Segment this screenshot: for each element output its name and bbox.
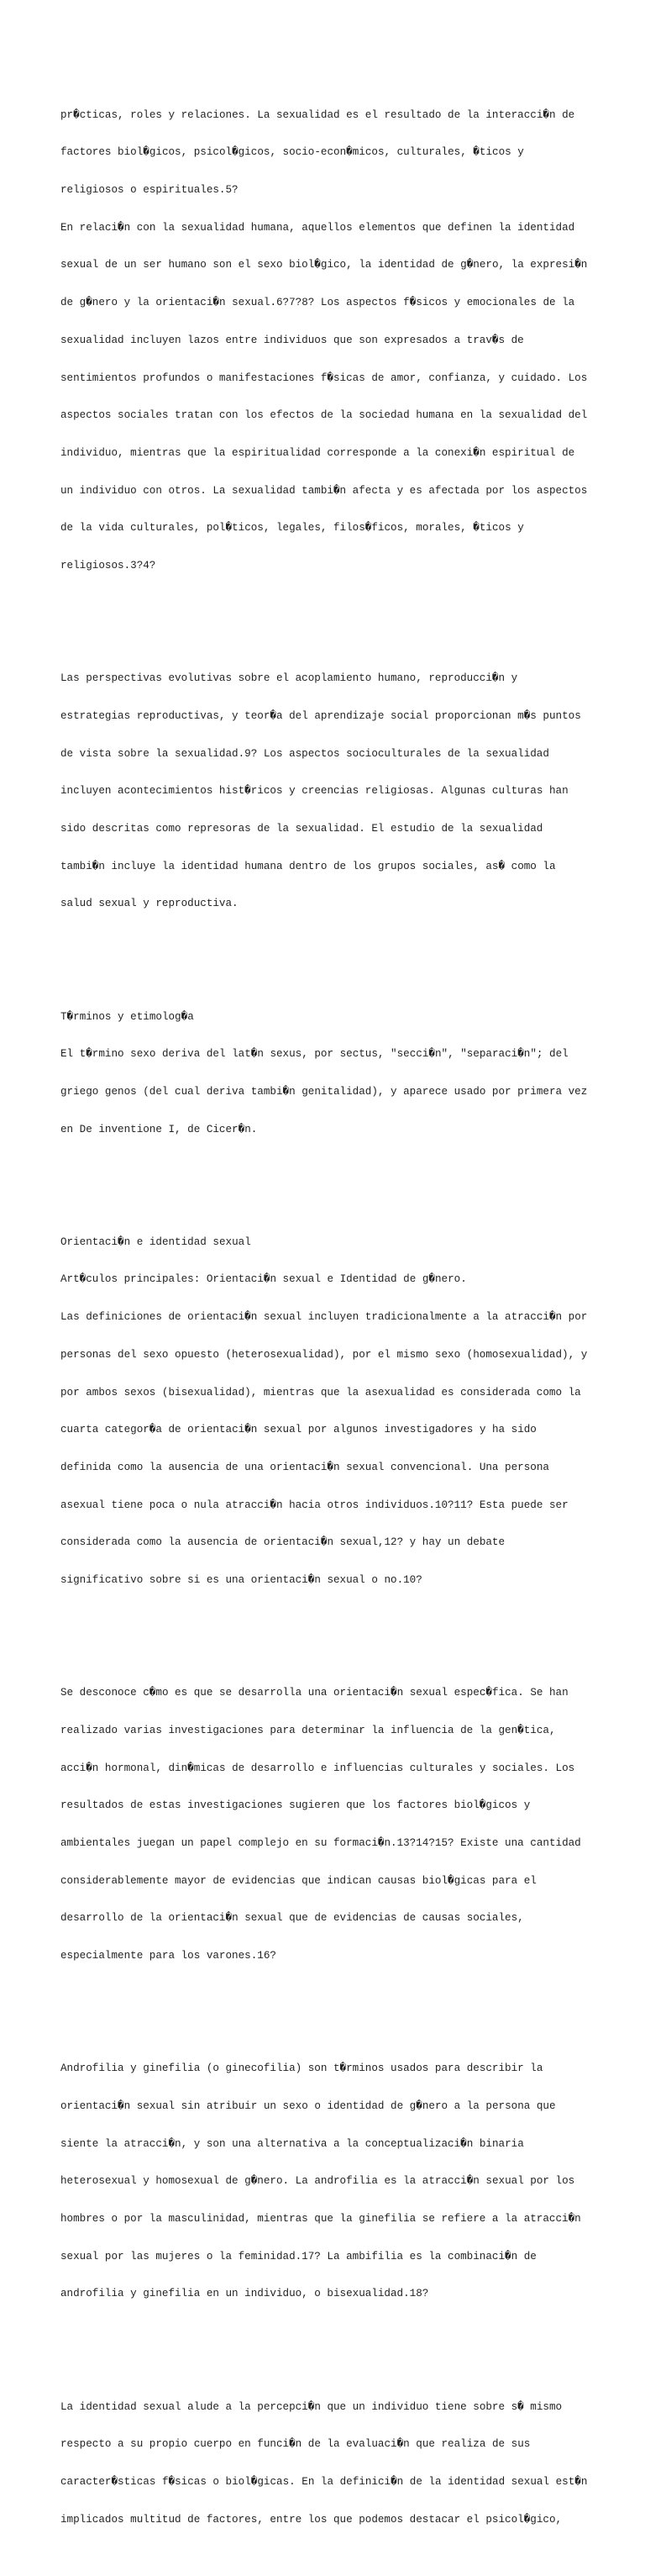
text-line: considerada como la ausencia de orientaci�n sexual,12? y hay un debate <box>60 1536 506 1549</box>
text-line: tambi�n incluye la identidad humana dentro de los grupos sociales, as� como la <box>60 860 556 872</box>
text-line: Las perspectivas evolutivas sobre el acoplamiento humano, reproducci�n y <box>60 672 518 685</box>
text-line: resultados de estas investigaciones sugieren que los factores biol�gicos y <box>60 1799 531 1812</box>
text-line: desarrollo de la orientaci�n sexual que de evidencias de causas sociales, <box>60 1912 524 1925</box>
text-line: pr�cticas, roles y relaciones. La sexualidad es el resultado de la interacci�n de <box>60 108 575 121</box>
text-line: definida como la ausencia de una orientaci�n sexual convencional. Una persona <box>60 1461 549 1473</box>
text-line: sentimientos profundos o manifestaciones f�sicas de amor, confianza, y cuidado. Los <box>60 371 588 384</box>
text-line: cuarta categor�a de orientaci�n sexual por algunos investigadores y ha sido <box>60 1424 537 1436</box>
text-line: salud sexual y reproductiva. <box>60 898 239 910</box>
text-line: significativo sobre si es una orientaci�n sexual o no.10? <box>60 1574 422 1587</box>
document-page <box>60 59 598 2576</box>
text-line: Se desconoce c�mo es que se desarrolla una orientaci�n sexual espec�fica. Se han <box>60 1687 569 1699</box>
text-line: sexual de un ser humano son el sexo biol�gico, la identidad de g�nero, la expresi�n <box>60 259 588 271</box>
text-line: especialmente para los varones.16? <box>60 1950 276 1962</box>
text-line: estrategias reproductivas, y teor�a del aprendizaje social proporcionan m�s puntos <box>60 709 581 722</box>
text-line: Las definiciones de orientaci�n sexual incluyen tradicionalmente a la atracci�n por <box>60 1311 588 1324</box>
text-line: religiosos.3?4? <box>60 560 156 572</box>
text-line: orientaci�n sexual sin atribuir un sexo o identidad de g�nero a la persona que <box>60 2099 556 2112</box>
text-line: sido descritas como represoras de la sexualidad. El estudio de la sexualidad <box>60 823 543 835</box>
text-line: un individuo con otros. La sexualidad tambi�n afecta y es afectada por los aspectos <box>60 484 588 497</box>
text-line: siente la atracci�n, y son una alternativa a la conceptualizaci�n binaria <box>60 2137 524 2150</box>
text-line: aspectos sociales tratan con los efectos de la sociedad humana en la sexualidad del <box>60 409 588 422</box>
text-line: en De inventione I, de Cicer�n. <box>60 1123 258 1135</box>
paragraph-terminos <box>60 986 598 1162</box>
section-heading: Orientaci�n e identidad sexual <box>60 1235 251 1248</box>
text-line: El t�rmino sexo deriva del lat�n sexus, por sectus, "secci�n", "separaci�n"; del <box>60 1048 569 1061</box>
text-line: incluyen acontecimientos hist�ricos y creencias religiosas. Algunas culturas han <box>60 785 569 798</box>
text-line: hombres o por la masculinidad, mientras que la ginefilia se refiere a la atracci�n <box>60 2213 581 2226</box>
text-line: androfilia y ginefilia en un individuo, o bisexualidad.18? <box>60 2288 429 2300</box>
text-line: sexualidad incluyen lazos entre individuos que son expresados a trav�s de <box>60 334 524 346</box>
text-line: acci�n hormonal, din�micas de desarrollo e influencias culturales y sociales. Los <box>60 1762 575 1774</box>
text-line: realizado varias investigaciones para determinar la influencia de la gen�tica, <box>60 1724 556 1736</box>
text-line: de la vida culturales, pol�ticos, legales, filos�ficos, morales, �ticos y <box>60 522 524 535</box>
text-line: factores biol�gicos, psicol�gicos, socio-econ�micos, culturales, �ticos y <box>60 146 524 159</box>
paragraph-desarrollo <box>60 1662 598 1987</box>
text-line: caracter�sticas f�sicas o biol�gicas. En la definici�n de la identidad sexual est�n <box>60 2476 588 2489</box>
text-line: sexual por las mujeres o la feminidad.17? La ambifilia es la combinaci�n de <box>60 2250 537 2263</box>
text-line: Androfilia y ginefilia (o ginecofilia) son t�rminos usados para describir la <box>60 2062 543 2075</box>
paragraph-perspectivas <box>60 647 598 935</box>
text-line: ambientales juegan un papel complejo en su formaci�n.13?14?15? Existe una cantidad <box>60 1837 581 1850</box>
text-line: griego genos (del cual deriva tambi�n genitalidad), y aparece usado por primera vez <box>60 1085 588 1098</box>
text-line: En relaci�n con la sexualidad humana, aquellos elementos que definen la identidad <box>60 221 575 234</box>
text-line: implicados multitud de factores, entre los que podemos destacar el psicol�gico, <box>60 2513 563 2526</box>
text-line: asexual tiene poca o nula atracci�n hacia otros individuos.10?11? Esta puede ser <box>60 1499 569 1511</box>
paragraph-sexualidad-intro <box>60 84 598 598</box>
text-line: individuo, mientras que la espiritualidad corresponde a la conexi�n espiritual de <box>60 446 575 459</box>
text-line: heterosexual y homosexual de g�nero. La androfilia es la atracci�n sexual por los <box>60 2175 575 2188</box>
text-line: por ambos sexos (bisexualidad), mientras que la asexualidad es considerada como la <box>60 1386 581 1399</box>
paragraph-identidad <box>60 2376 598 2552</box>
text-line: La identidad sexual alude a la percepci�n que un individuo tiene sobre s� mismo <box>60 2400 563 2413</box>
text-line: Art�culos principales: Orientaci�n sexual e Identidad de g�nero. <box>60 1273 467 1286</box>
section-heading: T�rminos y etimolog�a <box>60 1010 194 1023</box>
paragraph-androfilia <box>60 2037 598 2326</box>
text-line: de g�nero y la orientaci�n sexual.6?7?8? Los aspectos f�sicos y emocionales de la <box>60 297 575 309</box>
paragraph-orientacion <box>60 1211 598 1612</box>
text-line: respecto a su propio cuerpo en funci�n de la evaluaci�n que realiza de sus <box>60 2438 531 2451</box>
text-line: de vista sobre la sexualidad.9? Los aspectos socioculturales de la sexualidad <box>60 747 549 760</box>
text-line: religiosos o espirituales.5? <box>60 184 239 197</box>
text-line: considerablemente mayor de evidencias que indican causas biol�gicas para el <box>60 1874 537 1887</box>
text-line: personas del sexo opuesto (heterosexualidad), por el mismo sexo (homosexualidad), y <box>60 1348 588 1361</box>
